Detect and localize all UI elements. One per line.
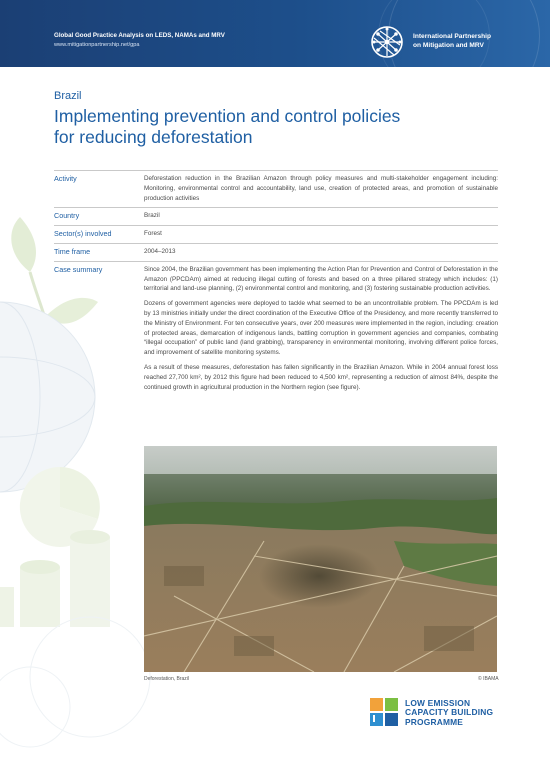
country-value: Brazil — [144, 212, 160, 220]
country-row — [54, 207, 498, 225]
page-title: Implementing prevention and control policies for reducing deforestation — [54, 106, 401, 147]
summary-label: Case summary — [54, 264, 103, 274]
activity-label: Activity — [54, 174, 77, 183]
summary-row — [54, 261, 498, 397]
lecb-logo-icon — [370, 698, 398, 726]
case-info-table — [54, 170, 498, 396]
summary-paragraph-2: Dozens of government agencies were deployed to tackle what seemed to be an uncontrollable problem. The PPCDAm is led by 13 ministries initially under the direct coordination of the Executive Office of the Presidency, and more recently transferred to the Ministry of Environment. For ten consecutive years, over 200 measures were implemented in the region, including: creation of protected areas, demarcation of indigenous lands, battling corruption in government agencies and companies, combating “illegal occupation” of public land (land grabbing), transparency in environmental monitoring, involving different police forces, and improvement of satellite monitoring systems. — [144, 300, 498, 357]
country-label: Country — [54, 211, 80, 221]
lecb-programme-name: LOW EMISSION CAPACITY BUILDING PROGRAMME — [405, 698, 494, 727]
header-title: Global Good Practice Analysis on LEDS, NAMAs and MRV — [54, 32, 225, 39]
activity-row — [54, 170, 498, 207]
photo-caption: Deforestation, Brazil — [144, 676, 190, 682]
partnership-name: International Partnership on Mitigation and MRV — [413, 33, 492, 49]
timeframe-value: 2004–2013 — [144, 247, 176, 255]
timeframe-label: Time frame — [54, 246, 91, 256]
header-band — [0, 0, 550, 67]
activity-value: Deforestation reduction in the Brazilian Amazon through policy measures and multi-stakeholder engagement including: Monitoring, environmental control and accountability, land use, creation of protected areas, and promotion of sustainable production activities — [144, 175, 498, 202]
sectors-label: Sector(s) involved — [54, 229, 112, 239]
summary-paragraph-3: As a result of these measures, deforestation has fallen significantly in the Brazilian Amazon. While in 2004 annual forest loss reached 27,700 km², by 2012 this figure had been reduced to 4,500 km², representing a reduction of almost 84%, despite the continued growth in agricultural production in the Northern region (see figure). — [144, 363, 498, 391]
summary-value — [144, 262, 498, 397]
sectors-value: Forest — [144, 230, 162, 238]
globe-network-icon — [370, 25, 404, 59]
photo-credit: © IBAMA — [478, 676, 499, 682]
header-url[interactable]: www.mitigationpartnership.net/gpa — [54, 42, 140, 48]
country-heading: Brazil — [54, 90, 82, 102]
deforestation-photo — [144, 446, 497, 672]
summary-paragraph-1: Since 2004, the Brazilian government has been implementing the Action Plan for Prevention and Control of Deforestation in the Amazon (PPCDAm) aimed at reducing illegal cutting of forests and based on a three pillared strategy which includes: (1) territorial and land-use planning, (2) environmental control and monitoring, and (3) fostering sustainable production activities. — [144, 265, 498, 293]
timeframe-row — [54, 243, 498, 261]
sectors-row — [54, 225, 498, 243]
